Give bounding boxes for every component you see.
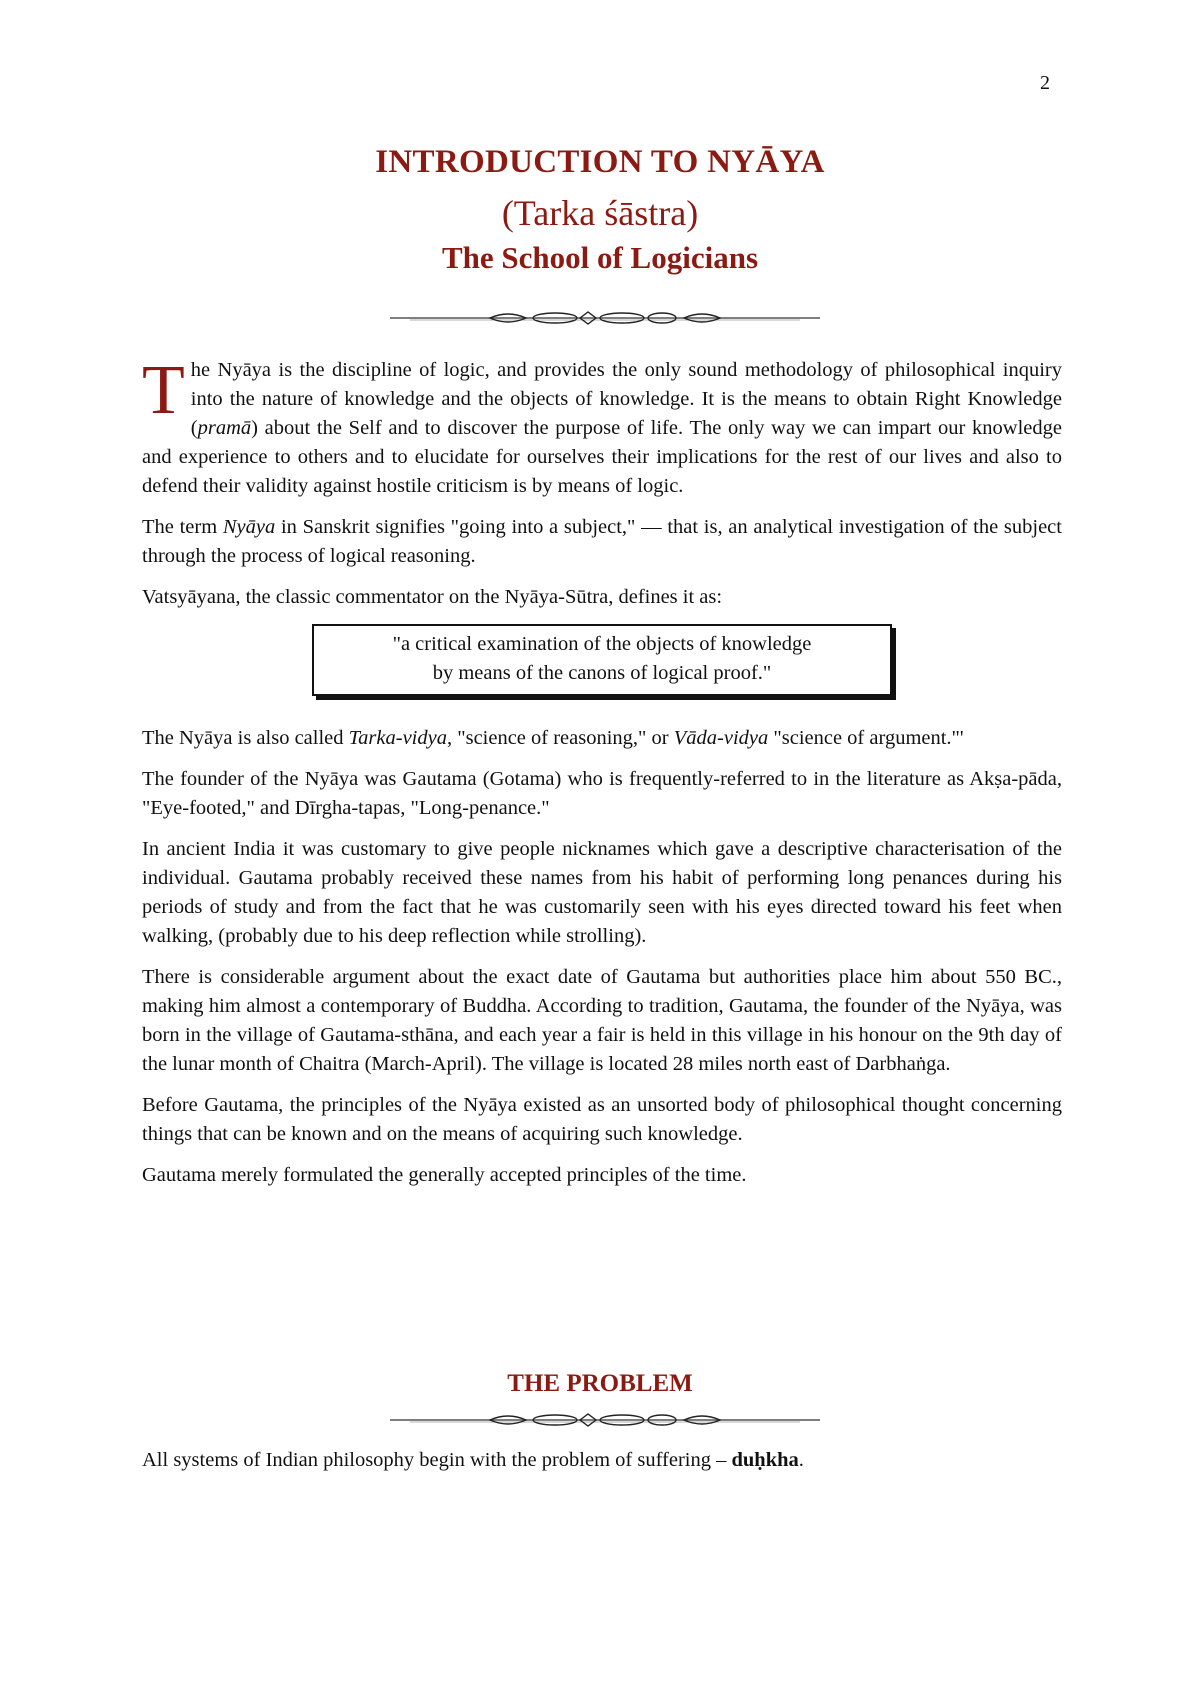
date-paragraph: There is considerable argument about the exact date of Gautama but authorities place him about 550 BC., making him almost a contemporary of Buddha. According to tradition, Gautama, the founder of the Nyāya, was born in the village of Gautama-sthāna, and each year a fair is held in this village in his honour on the 9th day of the lunar month of Chaitra (March-April). The village is located 28 miles north east of Darbhaṅga.: [142, 966, 1062, 1075]
term-text-1: The term: [142, 516, 223, 538]
problem-dukkha: duḥkha: [731, 1449, 799, 1471]
title-block: [0, 140, 1200, 278]
founder-paragraph: The founder of the Nyāya was Gautama (Gotama) who is frequently-referred to in the literature as Akṣa-pāda, "Eye-footed," and Dīrgha-tapas, "Long-penance.": [142, 768, 1062, 819]
problem-paragraph: [142, 1446, 1062, 1475]
vatsyayana-paragraph: Vatsyāyana, the classic commentator on the Nyāya-Sūtra, defines it as:: [142, 586, 723, 608]
intro-paragraph: [142, 352, 1062, 501]
problem-text-2: .: [798, 1449, 804, 1471]
intro-text-1: he Nyāya is the discipline of logic, and provides the only sound methodology of philosophical inquiry into the nature of knowledge and the objects of knowledge. It is the means to obtain Right Knowledge (: [190, 359, 1062, 439]
intro-text-2: ) about the Self and to discover the purpose of life. The only way we can impart our knowledge and experience to others and to elucidate for ourselves their implications for the rest of our lives and also to defend their validity against hostile criticism is by means of logic.: [142, 417, 1062, 497]
ancient-india-paragraph: In ancient India it was customary to give people nicknames which gave a descriptive characterisation of the individual. Gautama probably received these names from his habit of performing long penances during his periods of study and from the fact that he was customarily seen with his eyes directed toward his feet when walking, (probably due to his deep reflection while strolling).: [142, 838, 1062, 947]
main-content: [142, 352, 1062, 1202]
problem-text-1: All systems of Indian philosophy begin with the problem of suffering –: [142, 1449, 732, 1471]
also-text-2: , "science of reasoning," or: [446, 727, 674, 749]
quote-line-1: "a critical examination of the objects of knowledge: [392, 633, 812, 655]
divider-ornament-icon: [390, 306, 820, 330]
term-text-2: in Sanskrit signifies "going into a subject," — that is, an analytical investigation of the subject through the process of logical reasoning.: [142, 516, 1062, 567]
intro-prama: pramā: [197, 417, 252, 439]
formulated-paragraph: Gautama merely formulated the generally accepted principles of the time.: [142, 1164, 747, 1186]
term-paragraph: [142, 513, 1062, 571]
also-tarka: Tarka-vidya: [348, 727, 447, 749]
quote-line-2: by means of the canons of logical proof.": [432, 662, 772, 684]
also-vada: Vāda-vidya: [673, 727, 769, 749]
definition-quote-box: [312, 624, 892, 696]
also-called-paragraph: [142, 724, 1062, 753]
school-title: The School of Logicians: [441, 240, 759, 275]
also-text-3: "science of argument."': [768, 727, 964, 749]
page-number: 2: [1040, 72, 1050, 94]
before-gautama-paragraph: Before Gautama, the principles of the Nyāya existed as an unsorted body of philosophical thought concerning things that can be known and on the means of acquiring such knowledge.: [142, 1094, 1062, 1145]
section-divider-ornament-icon: [390, 1408, 820, 1432]
term-nyaya: Nyāya: [222, 516, 276, 538]
section-heading: THE PROBLEM: [507, 1370, 693, 1397]
page-subtitle: (Tarka śāstra): [501, 193, 699, 233]
drop-cap: T: [142, 352, 185, 429]
page-title: INTRODUCTION TO NYĀYA: [375, 144, 825, 180]
also-text-1: The Nyāya is also called: [142, 727, 349, 749]
